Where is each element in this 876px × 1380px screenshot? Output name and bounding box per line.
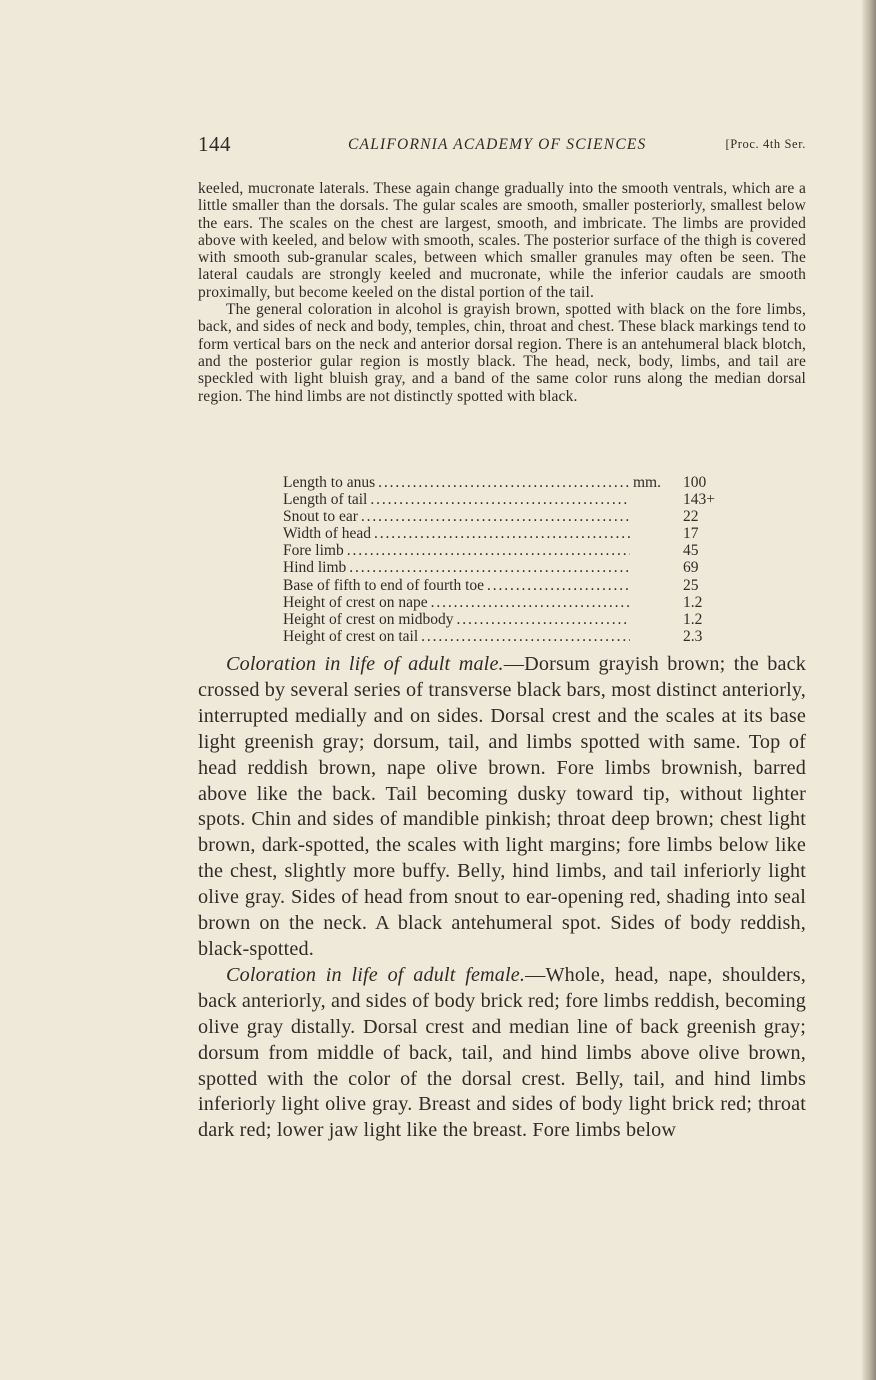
measurement-row <box>283 559 743 576</box>
measurement-label: Height of crest on nape <box>283 593 428 611</box>
measurement-value: 69 <box>683 559 699 577</box>
measurement-row <box>283 542 743 559</box>
scalation-paragraph: keeled, mucronate laterals. These again change gradually into the smooth ventrals, which are a little smaller than the dorsals. The gular scales are smooth, smaller posteriorly, smallest below the ears. The scales on the chest are largest, smooth, and imbricate. The limbs are provided above with keeled, and below with smooth, scales. The posterior surface of the thigh is covered with smooth sub-granular scales, between which smaller granules may often be seen. The lateral caudals are strongly keeled and mucronate, while the inferior caudals are smooth proximally, but become keeled on the distal portion of the tail. <box>198 180 806 301</box>
leader-dots <box>347 542 630 559</box>
life-coloration-text <box>198 652 806 1144</box>
page-edge-shadow <box>862 0 876 1380</box>
leader-dots <box>456 611 630 628</box>
measurement-value: 22 <box>683 508 699 526</box>
description-text <box>198 180 806 405</box>
measurement-label: Height of crest on midbody <box>283 610 454 628</box>
measurement-value: 143+ <box>683 491 715 509</box>
female-coloration-paragraph <box>198 963 806 1144</box>
leader-dots <box>431 594 630 611</box>
measurement-unit: mm. <box>633 474 661 491</box>
measurement-row <box>283 577 743 594</box>
page-number: 144 <box>198 132 231 156</box>
measurement-value: 25 <box>683 576 699 594</box>
measurement-label: Snout to ear <box>283 508 358 526</box>
leader-dots <box>487 577 630 594</box>
measurement-value: 1.2 <box>683 593 703 611</box>
measurement-value: 100 <box>683 474 707 491</box>
measurement-label: Height of crest on tail <box>283 627 419 645</box>
measurement-label: Base of fifth to end of fourth toe <box>283 576 485 594</box>
measurement-row <box>283 525 743 542</box>
measurement-value: 45 <box>683 542 699 560</box>
measurement-row <box>283 594 743 611</box>
leader-dots <box>374 525 630 542</box>
measurement-label: Fore limb <box>283 542 344 560</box>
measurement-row <box>283 628 743 645</box>
measurement-row <box>283 508 743 525</box>
measurement-row <box>283 491 743 508</box>
measurement-value: 2.3 <box>683 627 703 645</box>
measurements-table <box>283 474 743 645</box>
male-coloration-paragraph <box>198 652 806 963</box>
measurement-label: Width of head <box>283 525 372 543</box>
female-coloration-heading: Coloration in life of adult female. <box>226 963 526 986</box>
male-coloration-text: —Dorsum grayish brown; the back crossed by several series of transverse black bars, most distinct anteriorly, interrupted medially and on sides. Dorsal crest and the scales at its base light greenish gray; dorsum, tail, and limbs spotted with same. Top of head reddish brown, nape olive brown. Fore limbs brownish, barred above like the back. Tail becoming dusky toward tip, without lighter spots. Chin and sides of mandible pinkish; throat deep brown; chest light brown, dark-spotted, the scales with light margins; fore limbs below like the chest, slightly more buffy. Belly, hind limbs, and tail inferiorly light olive gray. Sides of head from snout to ear-opening red, shading into seal brown on the neck. A black antehumeral spot. Sides of body reddish, black-spotted. <box>198 653 807 960</box>
measurement-row <box>283 474 743 491</box>
running-header <box>198 132 806 162</box>
male-coloration-heading: Coloration in life of adult male. <box>226 653 504 675</box>
measurement-label: Hind limb <box>283 559 347 577</box>
leader-dots <box>361 508 630 525</box>
female-coloration-text: —Whole, head, nape, shoulders, back anteriorly, and sides of body brick red; fore limbs reddish, becoming olive gray distally. Dorsal crest and median line of back greenish gray; dorsum from middle of back, tail, and hind limbs above olive brown, spotted with the color of the dorsal crest. Belly, tail, and hind limbs inferiorly light olive gray. Breast and sides of body light brick red; throat dark red; lower jaw light like the breast. Fore limbs below <box>198 963 807 1142</box>
measurement-label: Length of tail <box>283 491 368 509</box>
journal-title: CALIFORNIA ACADEMY OF SCIENCES <box>348 136 647 153</box>
measurement-value: 1.2 <box>683 610 703 628</box>
alcohol-coloration-paragraph: The general coloration in alcohol is grayish brown, spotted with black on the fore limbs, back, and sides of neck and body, temples, chin, throat and chest. These black markings tend to form vertical bars on the neck and anterior dorsal region. There is an antehumeral black blotch, and the posterior gular region is mostly black. The head, neck, body, limbs, and tail are speckled with light bluish gray, and a band of the same color runs along the median dorsal region. The hind limbs are not distinctly spotted with black. <box>198 301 806 405</box>
series-label: [Proc. 4th Ser. <box>725 137 806 151</box>
leader-dots <box>370 491 630 508</box>
measurement-label: Length to anus <box>283 474 376 491</box>
leader-dots <box>378 474 630 491</box>
leader-dots <box>349 559 630 576</box>
measurement-row <box>283 611 743 628</box>
leader-dots <box>421 628 630 645</box>
measurement-value: 17 <box>683 525 699 543</box>
